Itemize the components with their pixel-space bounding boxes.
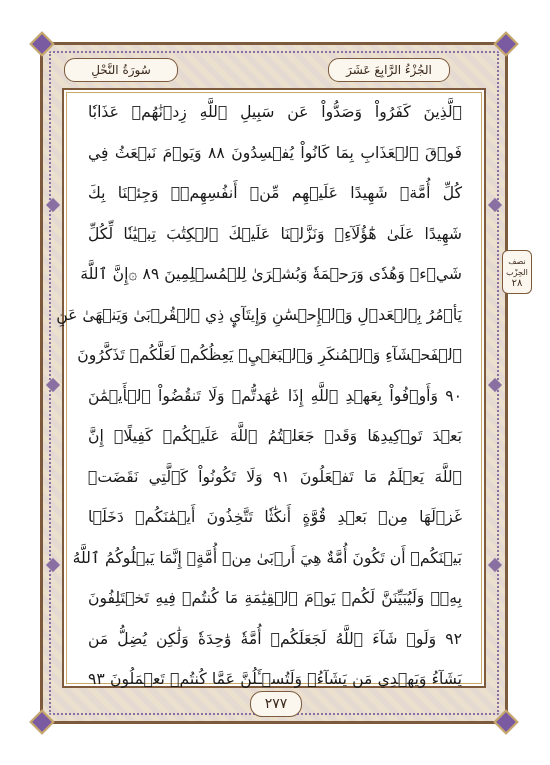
verse-line: فَوۡقَ ٱلۡعَذَابِ بِمَا كَانُواْ يُفۡسِدُونَ ٨٨ وَيَوۡمَ نَبۡعَثُ فِي — [88, 143, 462, 162]
hizb-marker — [502, 250, 532, 294]
verse-line: بِهِۦۚ وَلَيُبَيِّنَنَّ لَكُمۡ يَوۡمَ ٱلۡقِيَٰمَةِ مَا كُنتُمۡ فِيهِ تَخۡتَلِفُونَ — [88, 589, 462, 607]
verse-line: كُلِّ أُمَّةٖ شَهِيدًا عَلَيۡهِم مِّنۡ أَنفُسِهِمۡۖ وَجِئۡنَا بِكَ — [88, 184, 462, 202]
page-number: ٢٧٧ — [250, 691, 302, 717]
juz-label: الجُزْءُ الرَّابِعَ عَشَرَ — [328, 58, 450, 82]
verse-line: ٱلۡفَحۡشَآءِ وَٱلۡمُنكَرِ وَٱلۡبَغۡيِۚ يَعِظُكُمۡ لَعَلَّكُمۡ تَذَكَّرُونَ — [77, 346, 462, 364]
verse-line: ٱللَّهَ يَعۡلَمُ مَا تَفۡعَلُونَ ٩١ وَلَا تَكُونُواْ كَٱلَّتِي نَقَضَتۡ — [88, 467, 462, 486]
verse-line: شَهِيدًا عَلَىٰ هَٰٓؤُلَآءِۚ وَنَزَّلۡنَا عَلَيۡكَ ٱلۡكِتَٰبَ تِبۡيَٰنٗا لِّكُلِّ — [88, 224, 462, 243]
verse-line: يَشَآءُ وَيَهۡدِي مَن يَشَآءُۚ وَلَتُسۡـَٔلُنَّ عَمَّا كُنتُمۡ تَعۡمَلُونَ ٩٣ — [88, 670, 462, 688]
verse-line: يَأۡمُرُ بِٱلۡعَدۡلِ وَٱلۡإِحۡسَٰنِ وَإِيتَآيِٕ ذِي ٱلۡقُرۡبَىٰ وَيَنۡهَىٰ عَنِ — [56, 305, 462, 324]
hizb-number: ٢٨ — [511, 278, 523, 289]
verse-lines — [56, 92, 462, 700]
hizb-label: نصف الحِزْب — [506, 257, 528, 277]
verse-line: غَزۡلَهَا مِنۢ بَعۡدِ قُوَّةٍ أَنكَٰثٗا تَتَّخِذُونَ أَيۡمَٰنَكُمۡ دَخَلَۢا — [88, 508, 462, 526]
verse-line: شَيۡءٖ وَهُدٗى وَرَحۡمَةٗ وَبُشۡرَىٰ لِلۡمُسۡلِمِينَ ٨٩ ۞إِنَّ ٱللَّهَ — [80, 265, 462, 283]
surah-label: سُورَةُ النَّحْلِ — [64, 58, 178, 82]
verse-line: ٩٠ وَأَوۡفُواْ بِعَهۡدِ ٱللَّهِ إِذَا عَٰهَدتُّمۡ وَلَا تَنقُضُواْ ٱلۡأَيۡمَٰنَ — [88, 386, 462, 405]
verse-line: ٩٢ وَلَوۡ شَآءَ ٱللَّهُ لَجَعَلَكُمۡ أُمَّةٗ وَٰحِدَةٗ وَلَٰكِن يُضِلُّ مَن — [88, 629, 462, 648]
verse-line: ٱلَّذِينَ كَفَرُواْ وَصَدُّواْ عَن سَبِيلِ ٱللَّهِ زِدۡنَٰهُمۡ عَذَابٗا — [88, 103, 462, 121]
verse-line: بَعۡدَ تَوۡكِيدِهَا وَقَدۡ جَعَلۡتُمُ ٱللَّهَ عَلَيۡكُمۡ كَفِيلًاۚ إِنَّ — [88, 427, 462, 445]
verse-line: بَيۡنَكُمۡ أَن تَكُونَ أُمَّةٌ هِيَ أَرۡبَىٰ مِنۡ أُمَّةٍۚ إِنَّمَا يَبۡلُوكُمُ ٱللَّهُ — [72, 548, 462, 567]
